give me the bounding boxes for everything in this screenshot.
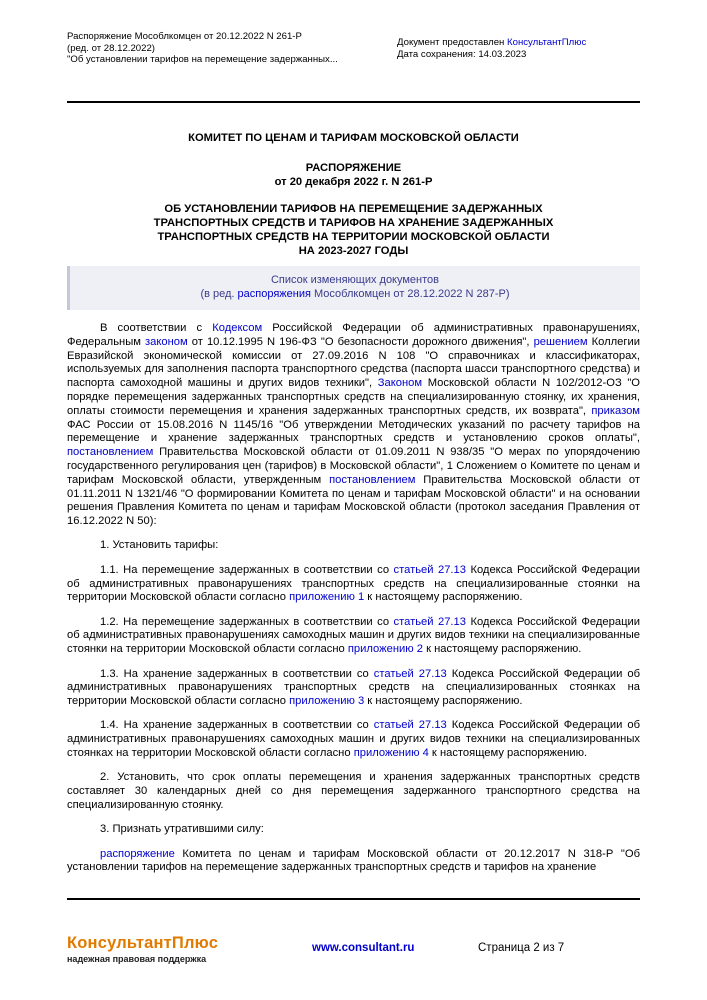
header-provided-by: Документ предоставлен КонсультантПлюс <box>397 37 587 48</box>
clause-1-1: 1.1. На перемещение задержанных в соответствии со статьей 27.13 Кодекса Российской Федерации об административных правонарушениях транспортных средств на специализированные стоянки на территории Московской области согласно приложению 1 к настоящему распоряжению. <box>67 563 640 604</box>
fas-order-link[interactable]: приказом <box>591 404 640 417</box>
appendix-link[interactable]: приложению 2 <box>347 643 424 656</box>
header-divider <box>67 101 640 103</box>
document-body <box>67 322 640 875</box>
code-link[interactable]: Кодексом <box>212 322 263 334</box>
article-link[interactable]: статьей 27.13 <box>393 615 466 628</box>
document-type: РАСПОРЯЖЕНИЕ <box>305 161 402 174</box>
clause-1-3: 1.3. На хранение задержанных в соответствии со статьей 27.13 Кодекса Российской Федерации об административных правонарушениях транспортных средств на специализированных стоянках на территории Московской области согласно приложению 3 к настоящему распоряжению. <box>67 667 640 708</box>
regional-law-link[interactable]: Законом <box>377 377 423 390</box>
document-name-line: НА 2023-2027 ГОДЫ <box>298 244 409 257</box>
clause-3-text: распоряжение Комитета по ценам и тарифам Московской области от 20.12.2017 N 318-Р "Об установлении тарифов на перемещение задержанных транспортных средств и тарифов на хранение <box>67 847 640 874</box>
header-doc-title: Распоряжение Мособлкомцен от 20.12.2022 N 261-Р <box>67 31 302 42</box>
amendments-entry: (в ред. распоряжения Мособлкомцен от 28.12.2022 N 287-Р) <box>200 287 510 300</box>
header-provider-info <box>397 37 586 61</box>
header-doc-subject: "Об установлении тарифов на перемещение задержанных... <box>67 54 338 66</box>
page-counter: Страница 2 из 7 <box>478 942 565 954</box>
clause-1-4: 1.4. На хранение задержанных в соответствии со статьей 27.13 Кодекса Российской Федерации об административных правонарушениях самоходных машин и других видов техники на специализированных стоянках на территории Московской области согласно приложению 4 к настоящему распоряжению. <box>67 719 640 760</box>
article-link[interactable]: статьей 27.13 <box>373 719 447 732</box>
appendix-link[interactable]: приложению 3 <box>289 695 365 708</box>
amendments-heading: Список изменяющих документов <box>270 274 440 286</box>
clause-2: 2. Установить, что срок оплаты перемещения и хранения задержанных транспортных средств составляет 30 календарных дней со дня перемещения задержанного транспортного средства на специализированную стоянку. <box>67 771 640 811</box>
document-title-block <box>67 132 640 259</box>
issuing-organization: КОМИТЕТ ПО ЦЕНАМ И ТАРИФАМ МОСКОВСКОЙ ОБЛАСТИ <box>188 132 519 144</box>
header-saved-date: Дата сохранения: 14.03.2023 <box>397 49 527 60</box>
preamble-paragraph: В соответствии с Кодексом Российской Федерации об административных правонарушениях, Федеральным законом от 10.12.1995 N 196-ФЗ "О безопасности дорожного движения", решением Коллегии Евразийской экономической комиссии от 27.09.2016 N 108 "О справочниках и классификаторах, используемых для заполнения паспорта транспортного средства (паспорта шасси транспортного средства) и паспорта самоходной машины и других видов техники", Законом Московской области N 102/2012-ОЗ "О порядке перемещения задержанных транспортных средств на специализированную стоянку, их хранения, оплаты стоимости перемещения и хранения задержанных транспортных средств, их возврата", приказом ФАС России от 15.08.2016 N 1145/16 "Об утверждении Методических указаний по расчету тарифов на перемещение и хранение задержанных транспортных средств и установлению сроков оплаты", постановлением Правительства Московской области от 01.09.2011 N 938/35 "О мерах по упорядочению государственного регулирования цен (тарифов) в Московской области", 1 Сложением о Комитете по ценам и тарифам Московской области, утвержденным постановлением Правительства Московской области от 01.11.2011 N 1321/46 "О формировании Комитета по ценам и тарифам Московской области" и на основании решения Правления Комитета по ценам и тарифам Московской области (протокол заседания Правления от 16.12.2022 N 50): <box>67 322 641 528</box>
consultant-logo <box>67 934 218 964</box>
decision-link[interactable]: решением <box>533 335 588 348</box>
header-doc-revision: (ред. от 28.12.2022) <box>67 42 155 54</box>
federal-law-link[interactable]: законом <box>145 335 188 348</box>
document-name-line: ТРАНСПОРТНЫХ СРЕДСТВ И ТАРИФОВ НА ХРАНЕНИЕ ЗАДЕРЖАННЫХ <box>153 217 554 230</box>
appendix-link[interactable]: приложению 1 <box>289 591 365 604</box>
document-date-number: от 20 декабря 2022 г. N 261-Р <box>274 175 433 188</box>
website-link[interactable]: www.consultant.ru <box>312 942 415 954</box>
resolution-link[interactable]: постановлением <box>329 473 416 486</box>
article-link[interactable]: статьей 27.13 <box>373 667 447 680</box>
consultant-link[interactable]: КонсультантПлюс <box>507 37 587 48</box>
repealed-order-link[interactable]: распоряжение <box>100 847 175 860</box>
clause-1-2: 1.2. На перемещение задержанных в соответствии со статьей 27.13 Кодекса Российской Федерации об административных правонарушениях самоходных машин и других видов техники на специализированные стоянки на территории Московской области согласно приложению 2 к настоящему распоряжению. <box>67 615 640 656</box>
header-document-info <box>67 31 357 66</box>
clause-3: 3. Признать утратившими силу: <box>100 823 264 836</box>
footer-divider <box>67 898 640 900</box>
resolution-link[interactable]: постановлением <box>67 446 154 459</box>
amendment-order-link[interactable]: распоряжения <box>237 287 311 300</box>
logo-name: КонсультантПлюс <box>67 934 219 952</box>
logo-tagline: надежная правовая поддержка <box>67 954 207 964</box>
document-name-line: ОБ УСТАНОВЛЕНИИ ТАРИФОВ НА ПЕРЕМЕЩЕНИЕ ЗАДЕРЖАННЫХ <box>164 203 543 216</box>
clause-1: 1. Установить тарифы: <box>100 539 219 552</box>
amendments-box <box>67 266 640 310</box>
appendix-link[interactable]: приложению 4 <box>353 747 429 760</box>
article-link[interactable]: статьей 27.13 <box>393 563 466 576</box>
document-name-line: ТРАНСПОРТНЫХ СРЕДСТВ НА ТЕРРИТОРИИ МОСКОВСКОЙ ОБЛАСТИ <box>157 230 550 243</box>
